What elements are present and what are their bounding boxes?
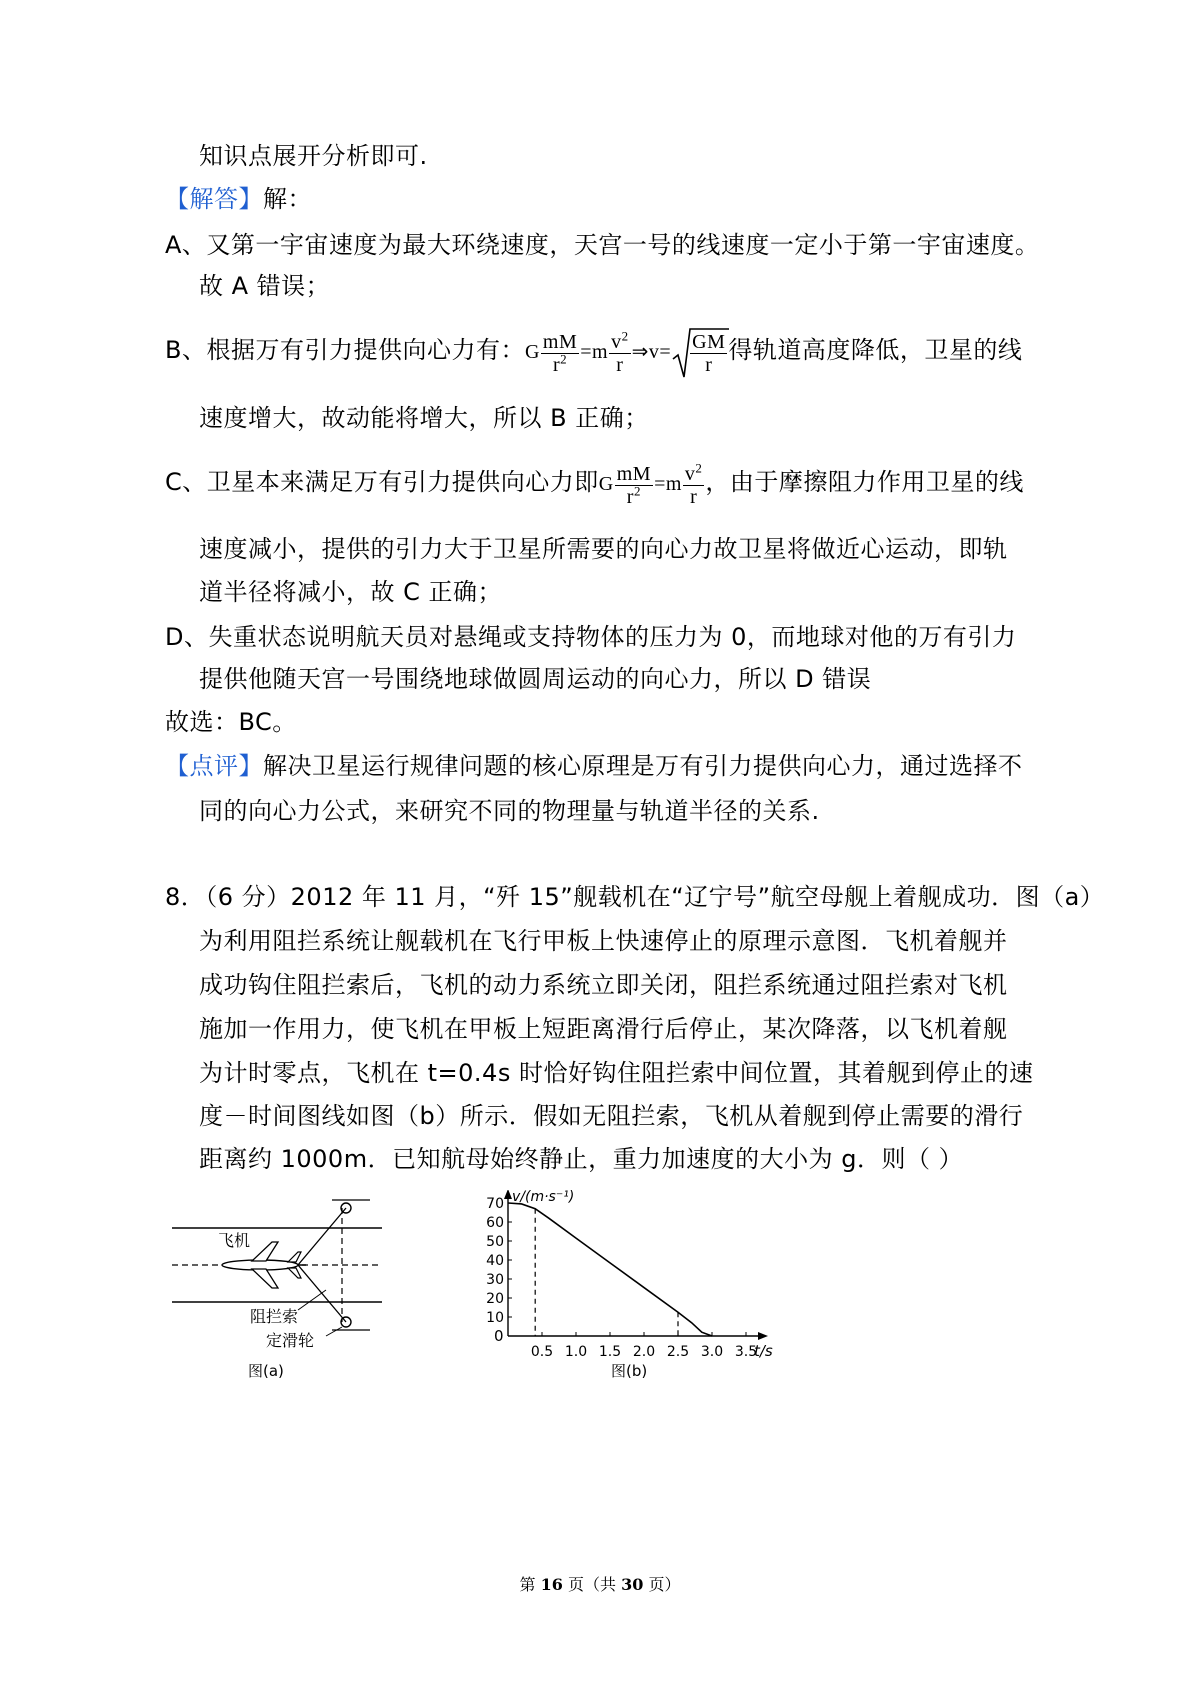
formula-symbol: G xyxy=(598,473,614,496)
option-a-line: A、又第一宇宙速度为最大环绕速度，天宫一号的线速度一定小于第一宇宙速度。 xyxy=(165,231,1040,259)
formula-denominator: r xyxy=(616,354,624,376)
option-b-text: 得轨道高度降低，卫星的线 xyxy=(728,336,1023,365)
answer-tag: 【解答】 xyxy=(165,185,263,213)
text-line: 距离约 1000m．已知航母始终静止，重力加速度的大小为 g．则（ ） xyxy=(199,1145,964,1173)
comment-line xyxy=(165,750,1023,782)
chart-axes xyxy=(504,1190,768,1340)
footer-text: 页（共 xyxy=(562,1575,622,1594)
formula-symbol: v xyxy=(611,331,622,353)
formula-gravitation xyxy=(598,460,706,508)
sqrt-icon xyxy=(671,325,731,383)
text-line: 为利用阻拦系统让舰载机在飞行甲板上快速停止的原理示意图．飞机着舰并 xyxy=(199,927,1008,955)
text-line: 成功钩住阻拦索后，飞机的动力系统立即关闭，阻拦系统通过阻拦索对飞机 xyxy=(199,971,1008,999)
text-line: 为计时零点，飞机在 t=0.4s 时恰好钩住阻拦索中间位置，其着舰到停止的速 xyxy=(199,1059,1034,1087)
x-tick-label: 2.0 xyxy=(632,1344,656,1360)
formula-symbol: r xyxy=(626,486,634,508)
footer-text: 页） xyxy=(643,1575,681,1594)
formula-numerator: mM xyxy=(542,331,578,353)
y-axis-label: v/(m·s⁻¹) xyxy=(512,1190,575,1205)
formula-fraction xyxy=(541,331,579,376)
figure-a-caption: 图(a) xyxy=(248,1362,284,1380)
option-d-line: D、失重状态说明航天员对悬绳或支持物体的压力为 0，而地球对他的万有引力 xyxy=(165,623,1017,651)
comment-tag: 【点评】 xyxy=(165,752,263,780)
text-line: 知识点展开分析即可. xyxy=(199,142,428,170)
text-line: 同的向心力公式，来研究不同的物理量与轨道半径的关系. xyxy=(199,797,820,825)
text-line: 故 A 错误； xyxy=(199,272,331,300)
origin-label: 0 xyxy=(494,1327,504,1345)
text-line: 提供他随天宫一号围绕地球做圆周运动的向心力，所以 D 错误 xyxy=(199,665,872,693)
y-axis-arrow-icon xyxy=(504,1190,512,1199)
x-axis-arrow-icon xyxy=(758,1332,768,1340)
figure-b-caption: 图(b) xyxy=(611,1362,648,1380)
formula-symbol: r xyxy=(553,354,561,376)
current-page-number: 16 xyxy=(540,1575,563,1594)
comment-text: 解决卫星运行规律问题的核心原理是万有引力提供向心力，通过选择不 xyxy=(263,752,1023,780)
cable-leader-line xyxy=(298,1290,326,1310)
text-line xyxy=(165,183,312,215)
text-line: 速度减小，提供的引力大于卫星所需要的向心力故卫星将做近心运动，即轨 xyxy=(199,535,1008,563)
y-tick-labels xyxy=(486,1196,504,1326)
x-tick-label: 2.5 xyxy=(666,1344,690,1360)
x-tick-label: 3.0 xyxy=(700,1344,724,1360)
formula-numerator xyxy=(683,460,705,486)
y-tick-label: 60 xyxy=(486,1215,504,1231)
y-tick-label: 20 xyxy=(486,1291,504,1307)
formula-symbol: G xyxy=(524,341,540,364)
option-c-line xyxy=(165,460,1024,508)
formula-numerator: mM xyxy=(616,463,652,485)
x-tick-label: 1.0 xyxy=(564,1344,588,1360)
velocity-curve xyxy=(508,1203,712,1336)
pulley-label: 定滑轮 xyxy=(266,1331,315,1350)
option-c-text: C、卫星本来满足万有引力提供向心力即 xyxy=(165,468,599,497)
x-axis-label: t/s xyxy=(754,1342,773,1360)
y-tick-label: 70 xyxy=(486,1196,504,1212)
formula-gravitation-velocity xyxy=(524,328,728,376)
option-b-line xyxy=(165,328,1023,376)
question-8-line: 8．（6 分）2012 年 11 月，“歼 15”舰载机在“辽宁号”航空母舰上着舰成功．图（a） xyxy=(165,883,1105,911)
x-tick-label: 3.5 xyxy=(734,1344,758,1360)
pulley-leader-line xyxy=(326,1327,342,1336)
formula-symbol: m xyxy=(592,341,609,364)
formula-fraction xyxy=(615,463,653,508)
formula-symbol: = xyxy=(580,341,593,364)
formula-exponent: 2 xyxy=(621,328,629,344)
formula-symbol: v xyxy=(684,463,696,485)
y-tick-label: 10 xyxy=(486,1310,504,1326)
footer-text: 第 xyxy=(519,1575,541,1594)
x-tick-label: 1.5 xyxy=(598,1344,622,1360)
x-tick-label: 0.5 xyxy=(530,1344,554,1360)
formula-numerator: GM xyxy=(692,331,726,353)
plane-label: 飞机 xyxy=(218,1231,251,1250)
formula-symbol: ⇒v= xyxy=(631,341,672,364)
option-c-text: ，由于摩擦阻力作用卫星的线 xyxy=(705,468,1024,497)
x-tick-labels xyxy=(531,1344,757,1360)
text-line: 施加一作用力，使飞机在甲板上短距离滑行后停止，某次降落，以飞机着舰 xyxy=(199,1015,1008,1043)
figure-a-diagram xyxy=(160,1190,410,1390)
formula-symbol: = xyxy=(654,473,666,496)
formula-fraction xyxy=(609,328,631,376)
sqrt-sign xyxy=(671,331,728,376)
figure-b-chart xyxy=(475,1190,845,1390)
y-tick-label: 30 xyxy=(486,1272,504,1288)
formula-exponent: 2 xyxy=(695,460,703,476)
formula-denominator xyxy=(615,483,653,508)
page-footer xyxy=(0,1572,1200,1595)
y-tick-label: 50 xyxy=(486,1234,504,1250)
formula-exponent: 2 xyxy=(560,351,568,367)
text-line: 道半径将减小，故 C 正确； xyxy=(199,578,503,606)
formula-symbol: m xyxy=(665,473,682,496)
formula-denominator: r xyxy=(705,354,713,376)
answer-intro: 解： xyxy=(263,185,312,213)
y-tick-label: 40 xyxy=(486,1253,504,1269)
formula-denominator xyxy=(541,351,579,376)
text-line: 速度增大，故动能将增大，所以 B 正确； xyxy=(199,404,649,432)
option-b-text: B、根据万有引力提供向心力有： xyxy=(165,336,525,365)
formula-numerator xyxy=(609,328,631,354)
answer-choice: 故选：BC。 xyxy=(165,708,297,736)
text-line: 度－时间图线如图（b）所示．假如无阻拦索，飞机从着舰到停止需要的滑行 xyxy=(199,1102,1024,1130)
cable-label: 阻拦索 xyxy=(250,1307,299,1326)
formula-fraction xyxy=(683,460,705,508)
formula-denominator: r xyxy=(690,486,698,508)
total-page-number: 30 xyxy=(621,1575,644,1594)
formula-exponent: 2 xyxy=(633,483,641,499)
